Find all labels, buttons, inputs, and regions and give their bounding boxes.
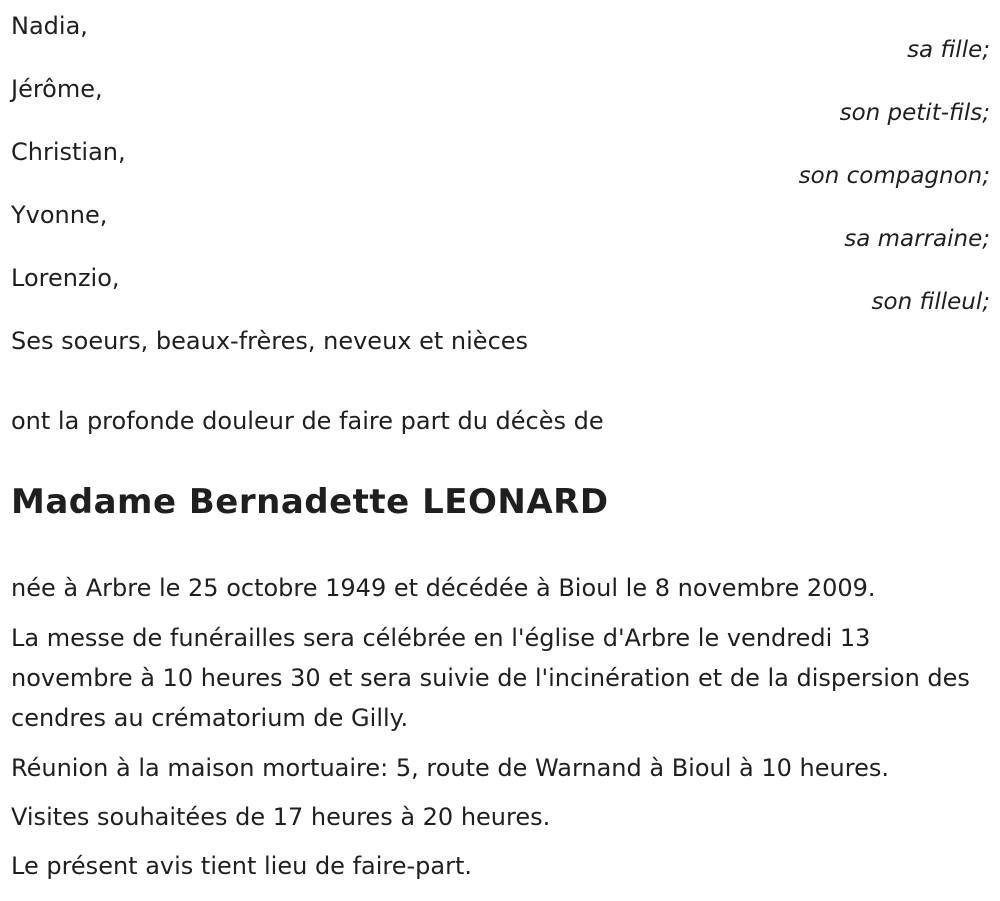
family-name-3: Christian, bbox=[11, 138, 126, 166]
family-name-4: Yvonne, bbox=[11, 201, 108, 229]
notice-text: Le présent avis tient lieu de faire-part. bbox=[11, 852, 473, 880]
family-relation-3: son compagnon; bbox=[798, 163, 990, 189]
family-relation-5: son filleul; bbox=[871, 289, 990, 315]
family-relation-4: sa marraine; bbox=[844, 226, 990, 252]
reunion-text: Réunion à la maison mortuaire: 5, route de Warnand à Bioul à 10 heures. bbox=[11, 754, 889, 782]
family-name-2: Jérôme, bbox=[11, 75, 103, 103]
announcement-text: ont la profonde douleur de faire part du décès de bbox=[11, 407, 604, 435]
funeral-text: La messe de funérailles sera célébrée en l'église d'Arbre le vendredi 13 novembre à 10 heures 30 et sera suivie de l'incinération et de la dispersion des cendres au crématorium de Gilly. bbox=[11, 624, 970, 732]
deceased-name: Madame Bernadette LEONARD bbox=[11, 482, 609, 522]
family-name-1: Nadia, bbox=[11, 12, 88, 40]
family-name-5: Lorenzio, bbox=[11, 264, 120, 292]
visits-text: Visites souhaitées de 17 heures à 20 heures. bbox=[11, 803, 551, 831]
family-relation-2: son petit-fils; bbox=[839, 100, 990, 126]
family-relation-1: sa fille; bbox=[907, 37, 990, 63]
other-relatives: Ses soeurs, beaux-frères, neveux et nièces bbox=[11, 327, 529, 355]
birth-death-text: née à Arbre le 25 octobre 1949 et décédée à Bioul le 8 novembre 2009. bbox=[11, 574, 876, 602]
